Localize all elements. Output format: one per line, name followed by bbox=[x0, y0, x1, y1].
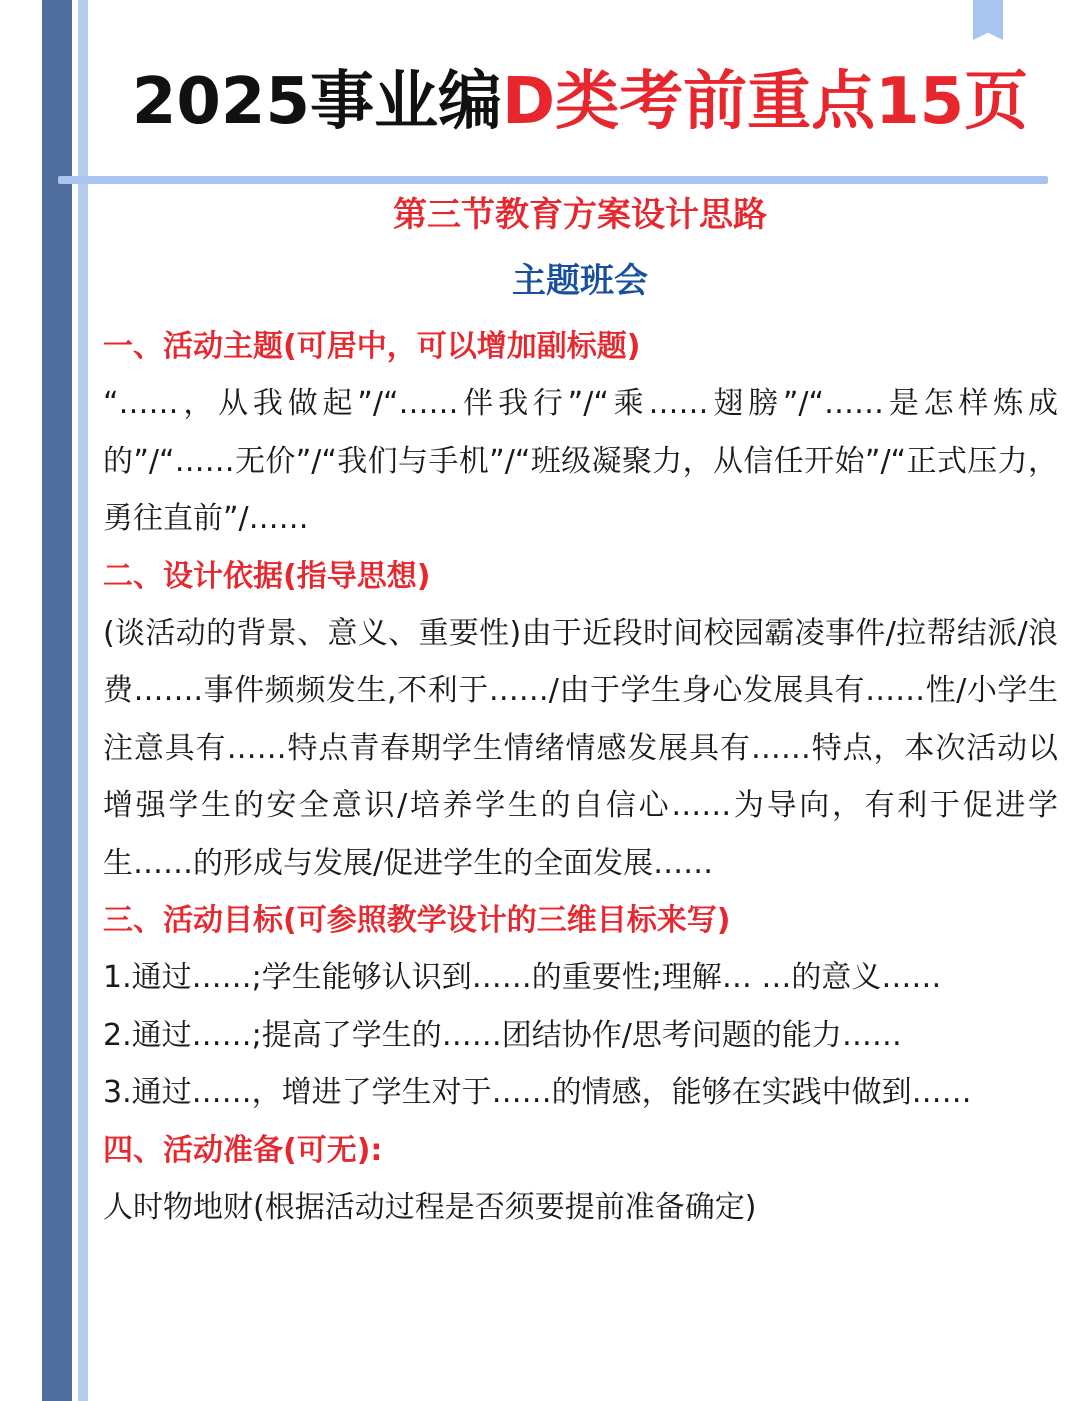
activity-goal-item: 1.通过……;学生能够认识到……的重要性;理解… …的意义…… bbox=[103, 960, 942, 995]
left-accent-stripe bbox=[78, 0, 88, 1401]
sub-title: 主题班会 bbox=[512, 261, 648, 301]
activity-goal-item: 2.通过……;提高了学生的……团结协作/思考问题的能力…… bbox=[103, 1017, 902, 1053]
design-basis-text: (谈活动的背景、意义、重要性)由于近段时间校园霸凌事件/拉帮结派/浪费…….事件频频发生,不利于……/由于学生身心发展具有……性/小学生注意具有……特点青春期学生情绪情感发展具有……特点，本次活动以增强学生的安全意识/培养学生的自信心……为导向，有利于促进学生……的形成与发展/促进学生的全面发展…… bbox=[103, 615, 1058, 881]
left-binding-stripe bbox=[42, 0, 72, 1401]
page-title-red-part: D类考前重点15页 bbox=[501, 65, 1029, 139]
activity-goal-item: 3.通过……，增进了学生对于……的情感，能够在实践中做到…… bbox=[103, 1075, 972, 1110]
title-divider bbox=[58, 176, 1048, 184]
heading-activity-theme: 一、活动主题(可居中，可以增加副标题) bbox=[103, 329, 641, 364]
heading-activity-preparation: 四、活动准备(可无): bbox=[103, 1132, 383, 1168]
section-title: 第三节教育方案设计思路 bbox=[393, 195, 767, 235]
bookmark-ribbon bbox=[973, 0, 1003, 40]
page-title-black-part: 2025事业编 bbox=[131, 65, 502, 139]
page-title bbox=[100, 60, 1060, 144]
activity-preparation-text: 人时物地财(根据活动过程是否须要提前准备确定) bbox=[103, 1189, 757, 1225]
activity-theme-text: “……，从我做起”/“……伴我行”/“乘……翅膀”/“……是怎样炼成的”/“……无价”/“我们与手机”/“班级凝聚力，从信任开始”/“正式压力，勇往直前”/…… bbox=[103, 386, 1058, 536]
heading-design-basis: 二、设计依据(指导思想) bbox=[103, 558, 431, 594]
heading-activity-goals: 三、活动目标(可参照教学设计的三维目标来写) bbox=[103, 903, 731, 938]
main-content bbox=[103, 318, 1058, 1236]
